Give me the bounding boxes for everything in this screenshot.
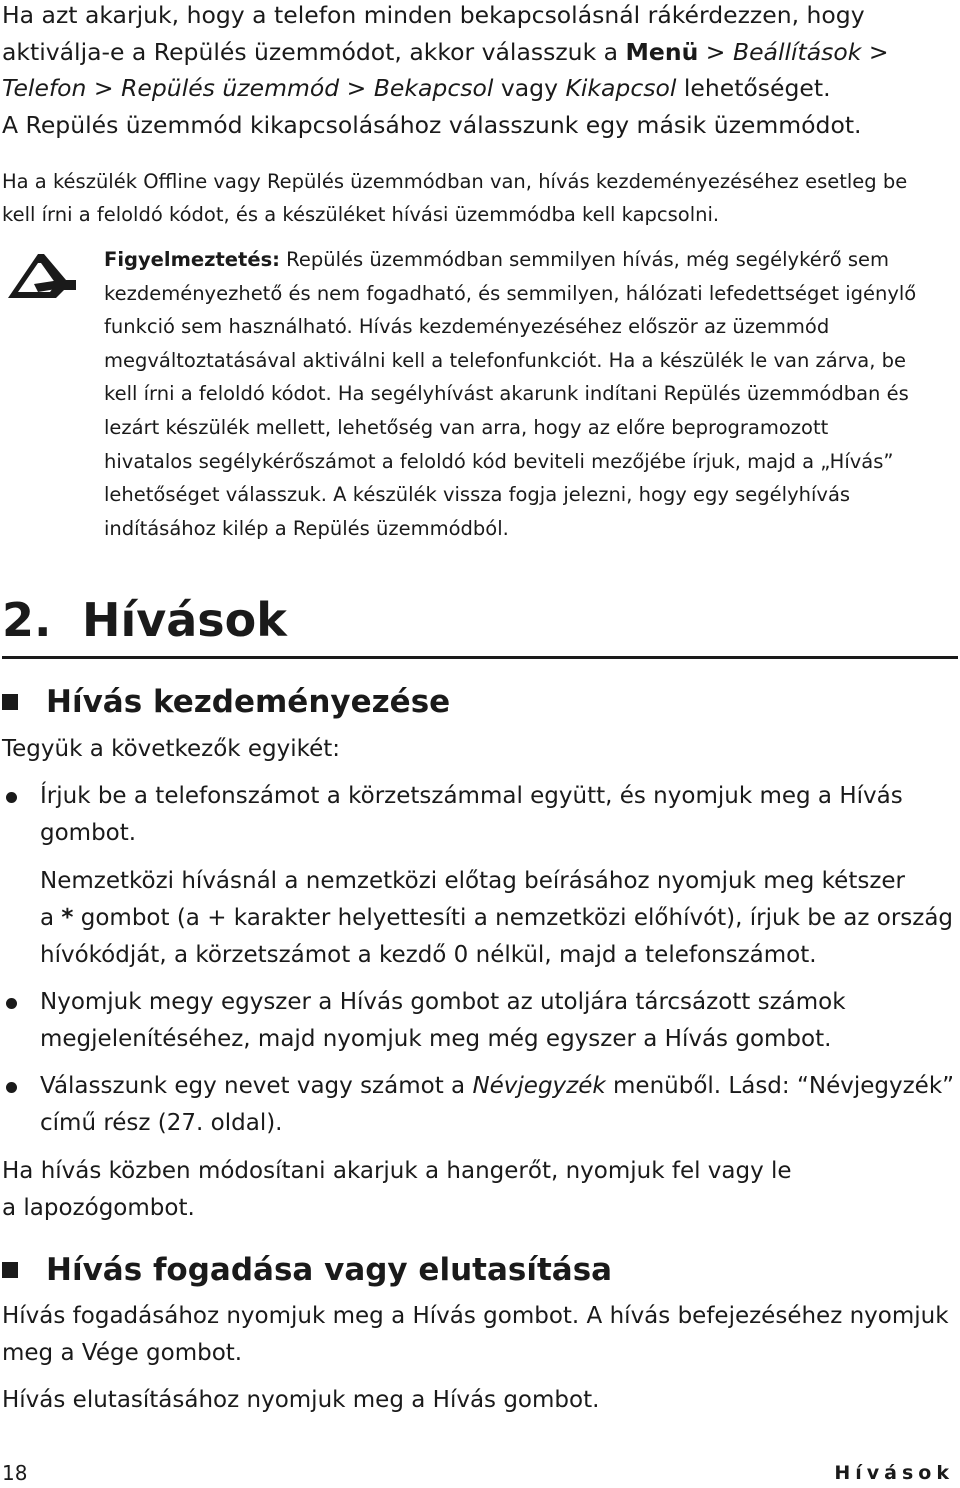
bullet-2-line-1: Nyomjuk megy egyszer a Hívás gombot az utoljára tárcsázott számok — [40, 989, 846, 1015]
bullet-2-line-2: megjelenítéséhez, majd nyomjuk meg még egyszer a Hívás gombot. — [40, 1026, 832, 1052]
warning-line-9: indításához kilép a Repülés üzemmódból. — [104, 516, 509, 540]
footer-section-title: Hívások — [834, 1462, 954, 1484]
intro-paragraph — [2, 0, 956, 143]
menu-path-menu: Menü — [625, 37, 699, 66]
warning-line-8: lehetőséget válasszuk. A készülék vissza fogja jelezni, hogy egy segélyhívás — [104, 483, 851, 507]
bullet-icon — [6, 792, 17, 803]
intl-line-3: hívókódját, a körzetszámot a kezdő 0 nélkül, majd a telefonszámot. — [40, 942, 817, 968]
section-heading-make-call: Hívás kezdeményezése — [2, 680, 450, 724]
warning-label: Figyelmeztetés: — [104, 248, 280, 271]
warning-line-2: kezdeményezhető és nem fogadható, és semmilyen, hálózati lefedettséget igénylő — [104, 281, 917, 305]
warning-line-5: kell írni a feloldó kódot. Ha segélyhívást akarunk indítani Repülés üzemmódban és — [104, 382, 909, 406]
volume-paragraph — [2, 1153, 956, 1227]
intro-line-3: Telefon > Repülés üzemmód > Bekapcsol vagy Kikapcsol lehetőséget. — [2, 74, 831, 102]
square-bullet-icon — [2, 1262, 18, 1278]
page-number: 18 — [2, 1461, 28, 1485]
bullet-icon — [6, 998, 17, 1009]
intro-line-2: aktiválja-e a Repülés üzemmódot, akkor válasszuk a Menü > Beállítások > — [2, 37, 889, 66]
menu-path-settings: Beállítások — [732, 37, 862, 66]
intro-line-4: A Repülés üzemmód kikapcsolásához válasszunk egy másik üzemmódot. — [2, 110, 862, 139]
warning-line-7: hivatalos segélykérőszámot a feloldó kód beviteli mezőjébe írjuk, majd a „Hívás” — [104, 449, 894, 473]
make-call-lead — [2, 731, 956, 768]
warning-icon — [4, 250, 78, 302]
chapter-title: Hívások — [82, 593, 287, 647]
bullet-1-line-2: gombot. — [40, 820, 137, 846]
chapter-heading — [2, 588, 287, 652]
bullet-1-line-1: Írjuk be a telefonszámot a körzetszámmal együtt, és nyomjuk meg a Hívás — [40, 783, 903, 809]
warning-line-3: funkció sem használható. Hívás kezdeményezéséhez először az üzemmód — [104, 315, 830, 339]
square-bullet-icon — [2, 694, 18, 710]
offline-line-1: Ha a készülék Offline vagy Repülés üzemmódban van, hívás kezdeményezéséhez esetleg be — [2, 170, 908, 193]
intl-line-1: Nemzetközi hívásnál a nemzetközi előtag beírásához nyomjuk meg kétszer — [40, 868, 905, 894]
bullet-3-line-2: című rész (27. oldal). — [40, 1110, 283, 1136]
answer-paragraph — [2, 1298, 956, 1372]
contacts-menu-name: Névjegyzék — [472, 1073, 606, 1099]
chapter-number: 2. — [2, 593, 52, 647]
answer-line-2: meg a Vége gombot. — [2, 1340, 243, 1366]
chapter-rule — [2, 656, 958, 659]
star-key: * — [61, 905, 74, 931]
section-heading-answer-call: Hívás fogadása vagy elutasítása — [2, 1248, 612, 1292]
offline-line-2: kell írni a feloldó kódot, és a készüléket hívási üzemmódba kell kapcsolni. — [2, 203, 720, 226]
volume-line-2: a lapozógombot. — [2, 1195, 195, 1221]
reject-line: Hívás elutasításához nyomjuk meg a Hívás gombot. — [2, 1387, 600, 1413]
bullet-icon — [6, 1082, 17, 1093]
warning-block — [104, 243, 956, 545]
bullet-3-line-1: Válasszunk egy nevet vagy számot a Névjegyzék menüből. Lásd: “Névjegyzék” — [40, 1073, 955, 1099]
warning-line-4: megváltoztatásával aktiválni kell a telefonfunkciót. Ha a készülék le van zárva, be — [104, 348, 906, 372]
offline-paragraph — [2, 165, 956, 231]
volume-line-1: Ha hívás közben módosítani akarjuk a hangerőt, nyomjuk fel vagy le — [2, 1158, 792, 1184]
intl-line-2: a * gombot (a + karakter helyettesíti a nemzetközi előhívót), írjuk be az ország — [40, 905, 954, 931]
reject-paragraph — [2, 1382, 956, 1419]
lead-line: Tegyük a következők egyikét: — [2, 736, 341, 762]
intro-line-1: Ha azt akarjuk, hogy a telefon minden bekapcsolásnál rákérdezzen, hogy — [2, 1, 865, 29]
warning-line-6: lezárt készülék mellett, lehetőség van arra, hogy az előre beprogramozott — [104, 415, 829, 439]
answer-line-1: Hívás fogadásához nyomjuk meg a Hívás gombot. A hívás befejezéséhez nyomjuk — [2, 1303, 949, 1329]
warning-line-1: Figyelmeztetés: Repülés üzemmódban semmilyen hívás, még segélykérő sem — [104, 248, 889, 271]
